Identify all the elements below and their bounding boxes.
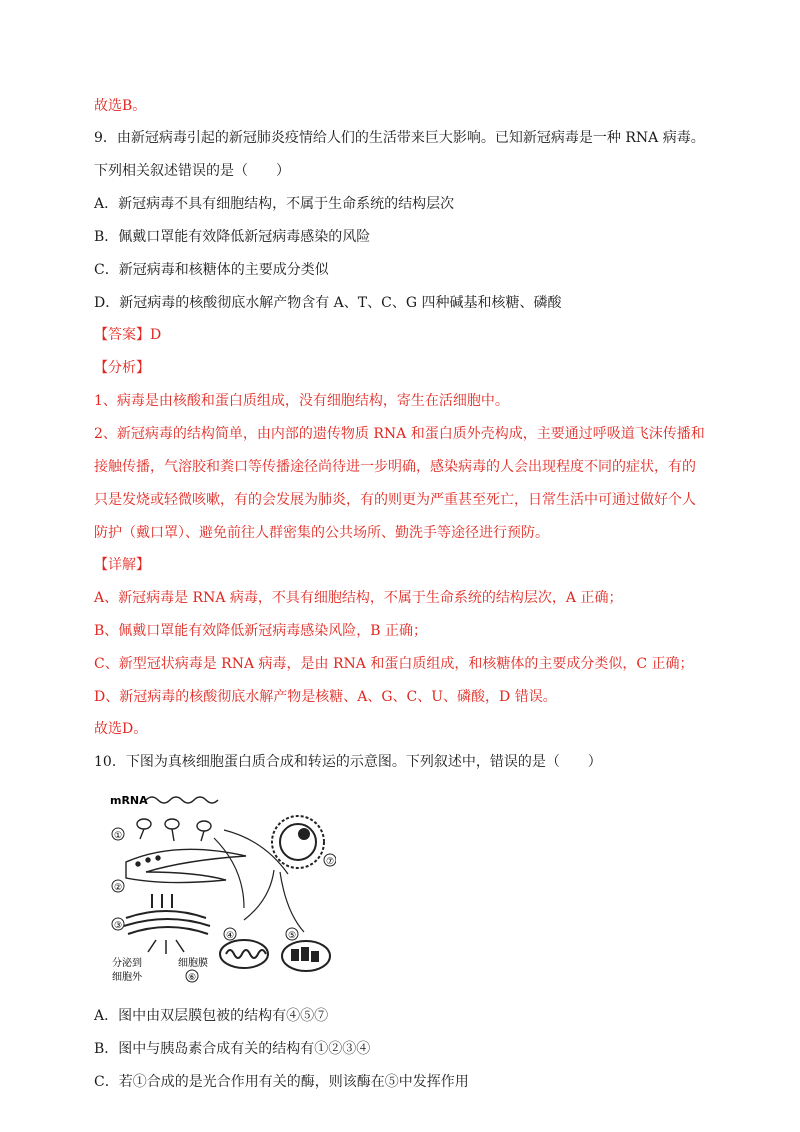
diagram-svg (104, 790, 336, 986)
q9-analysis-title: 【分析】 (94, 360, 150, 376)
q9-stem-line2: 下列相关叙述错误的是（ ） (94, 163, 290, 179)
q9-analysis-3: 接触传播，气溶胶和粪口等传播途径尚待进一步明确，感染病毒的人会出现程度不同的症状，有的 (94, 459, 696, 475)
q9-option-a: A．新冠病毒不具有细胞结构，不属于生命系统的结构层次 (94, 196, 455, 212)
q9-detail-a: A、新冠病毒是 RNA 病毒，不具有细胞结构，不属于生命系统的结构层次，A 正确； (94, 590, 623, 606)
arrows-golgi-out (148, 940, 184, 954)
q9-analysis-1: 1、病毒是由核酸和蛋白质组成，没有细胞结构，寄生在活细胞中。 (94, 393, 509, 409)
q9-detail-b: B、佩戴口罩能有效降低新冠病毒感染风险，B 正确； (94, 623, 428, 639)
label-6: ⑥ (187, 973, 197, 983)
label-2: ② (113, 883, 123, 893)
q10-stem: 10．下图为真核细胞蛋白质合成和转运的示意图。下列叙述中，错误的是（ ） (94, 754, 602, 770)
chloroplast (282, 941, 330, 971)
arrows-er-to-golgi (152, 894, 172, 908)
q9-analysis-2: 2、新冠病毒的结构简单，由内部的遗传物质 RNA 和蛋白质外壳构成，主要通过呼吸道飞沫传播和 (94, 426, 705, 442)
q9-detail-d: D、新冠病毒的核酸彻底水解产物是核糖、A、G、C、U、磷酸，D 错误。 (94, 689, 557, 705)
q10-option-c: C．若①合成的是光合作用有关的酶，则该酶在⑤中发挥作用 (94, 1074, 469, 1090)
q9-detail-c: C、新型冠状病毒是 RNA 病毒，是由 RNA 和蛋白质组成，和核糖体的主要成分类似，C 正确； (94, 656, 694, 672)
q9-answer: 【答案】D (94, 327, 162, 343)
ribosome-group (137, 819, 211, 841)
label-1: ① (113, 831, 123, 841)
q9-conclusion: 故选D。 (94, 721, 148, 737)
label-secrete-1: 分泌到 (112, 958, 142, 969)
label-4: ④ (225, 931, 235, 941)
q9-option-c: C．新冠病毒和核糖体的主要成分类似 (94, 262, 329, 278)
protein-synthesis-diagram (104, 790, 336, 986)
q9-stem-line1: 9．由新冠病毒引起的新冠肺炎疫情给人们的生活带来巨大影响。已知新冠病毒是一种 RNA 病毒。 (94, 130, 705, 146)
q10-option-a: A．图中由双层膜包被的结构有④⑤⑦ (94, 1008, 329, 1024)
q9-option-b: B．佩戴口罩能有效降低新冠病毒感染的风险 (94, 229, 371, 245)
label-secrete-2: 细胞外 (112, 972, 142, 983)
q9-analysis-5: 防护（戴口罩）、避免前往人群密集的公共场所、勤洗手等途径进行预防。 (94, 525, 549, 541)
golgi-apparatus (124, 911, 210, 934)
q9-analysis-4: 只是发烧或轻微咳嗽，有的会发展为肺炎，有的则更为严重甚至死亡，日常生活中可通过做好个人 (94, 492, 696, 508)
label-membrane: 细胞膜 (178, 958, 208, 969)
label-5: ⑤ (287, 931, 297, 941)
label-mrna: mRNA (110, 794, 148, 807)
label-3: ③ (113, 921, 123, 931)
q9-option-d: D．新冠病毒的核酸彻底水解产物含有 A、T、C、G 四种碱基和核糖、磷酸 (94, 295, 562, 311)
label-7: ⑦ (325, 857, 335, 867)
mrna-strand (146, 797, 218, 803)
nucleus (272, 816, 324, 868)
q9-detail-title: 【详解】 (94, 557, 150, 573)
mitochondrion (220, 940, 268, 968)
transport-arrows (214, 830, 304, 932)
q10-option-b: B．图中与胰岛素合成有关的结构有①②③④ (94, 1041, 371, 1057)
q8-conclusion: 故选B。 (94, 98, 147, 114)
